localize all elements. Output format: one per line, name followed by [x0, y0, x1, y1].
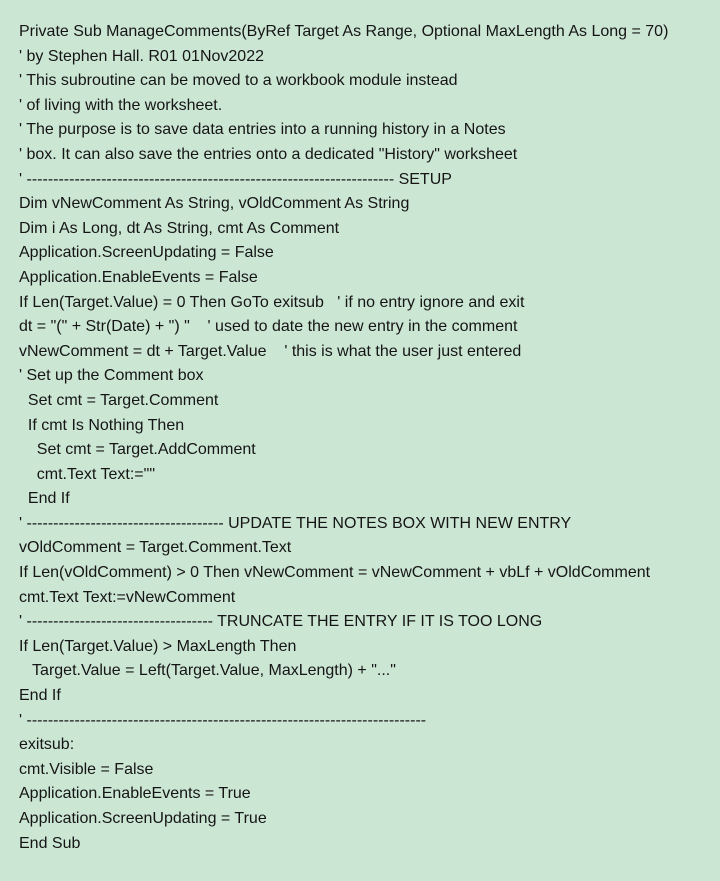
- code-line: exitsub:: [19, 736, 75, 754]
- code-line: End Sub: [19, 834, 81, 852]
- code-line: ' ----------------------------------- TRUNCATE THE ENTRY IF IT IS TOO LONG: [19, 613, 543, 631]
- code-line: Private Sub ManageComments(ByRef Target As Range, Optional MaxLength As Long = 70): [19, 23, 669, 40]
- code-line: cmt.Visible = False: [19, 760, 154, 778]
- code-line: Application.EnableEvents = False: [19, 268, 258, 286]
- code-line: dt = "(" + Str(Date) + ") " ' used to date the new entry in the comment: [19, 318, 518, 336]
- code-line: Application.ScreenUpdating = False: [19, 244, 274, 262]
- code-line: Set cmt = Target.AddComment: [19, 441, 256, 459]
- code-line: ' The purpose is to save data entries into a running history in a Notes: [19, 121, 506, 139]
- code-line: Application.EnableEvents = True: [19, 785, 251, 803]
- code-line: ' This subroutine can be moved to a workbook module instead: [19, 72, 458, 90]
- code-line: If Len(Target.Value) = 0 Then GoTo exitsub ' if no entry ignore and exit: [19, 293, 525, 311]
- code-line: Dim i As Long, dt As String, cmt As Comment: [19, 219, 340, 237]
- code-line: ' --------------------------------------------------------------------- SETUP: [19, 170, 452, 188]
- code-line: ' of living with the worksheet.: [19, 96, 223, 114]
- code-line: If cmt Is Nothing Then: [19, 416, 185, 434]
- code-line: Target.Value = Left(Target.Value, MaxLength) + "...": [19, 662, 396, 680]
- code-line: If Len(Target.Value) > MaxLength Then: [19, 637, 297, 655]
- code-line: ' Set up the Comment box: [19, 367, 204, 385]
- code-line: Application.ScreenUpdating = True: [19, 810, 267, 827]
- code-line: vOldComment = Target.Comment.Text: [19, 539, 292, 557]
- code-line: cmt.Text Text:=vNewComment: [19, 588, 236, 606]
- code-line: ' ------------------------------------- UPDATE THE NOTES BOX WITH NEW ENTRY: [19, 514, 572, 532]
- code-line: Dim vNewComment As String, vOldComment As String: [19, 195, 410, 213]
- code-line: Set cmt = Target.Comment: [19, 391, 219, 409]
- code-line: cmt.Text Text:="": [19, 465, 155, 483]
- code-line: ' box. It can also save the entries onto a dedicated "History" worksheet: [19, 145, 518, 163]
- code-line: ' by Stephen Hall. R01 01Nov2022: [19, 47, 264, 65]
- code-line: If Len(vOldComment) > 0 Then vNewComment = vNewComment + vbLf + vOldComment: [19, 564, 651, 582]
- code-line: End If: [19, 687, 61, 705]
- code-line: vNewComment = dt + Target.Value ' this is what the user just entered: [19, 342, 522, 360]
- code-line: ' ---------------------------------------------------------------------------: [19, 711, 427, 729]
- code-line: End If: [19, 490, 70, 508]
